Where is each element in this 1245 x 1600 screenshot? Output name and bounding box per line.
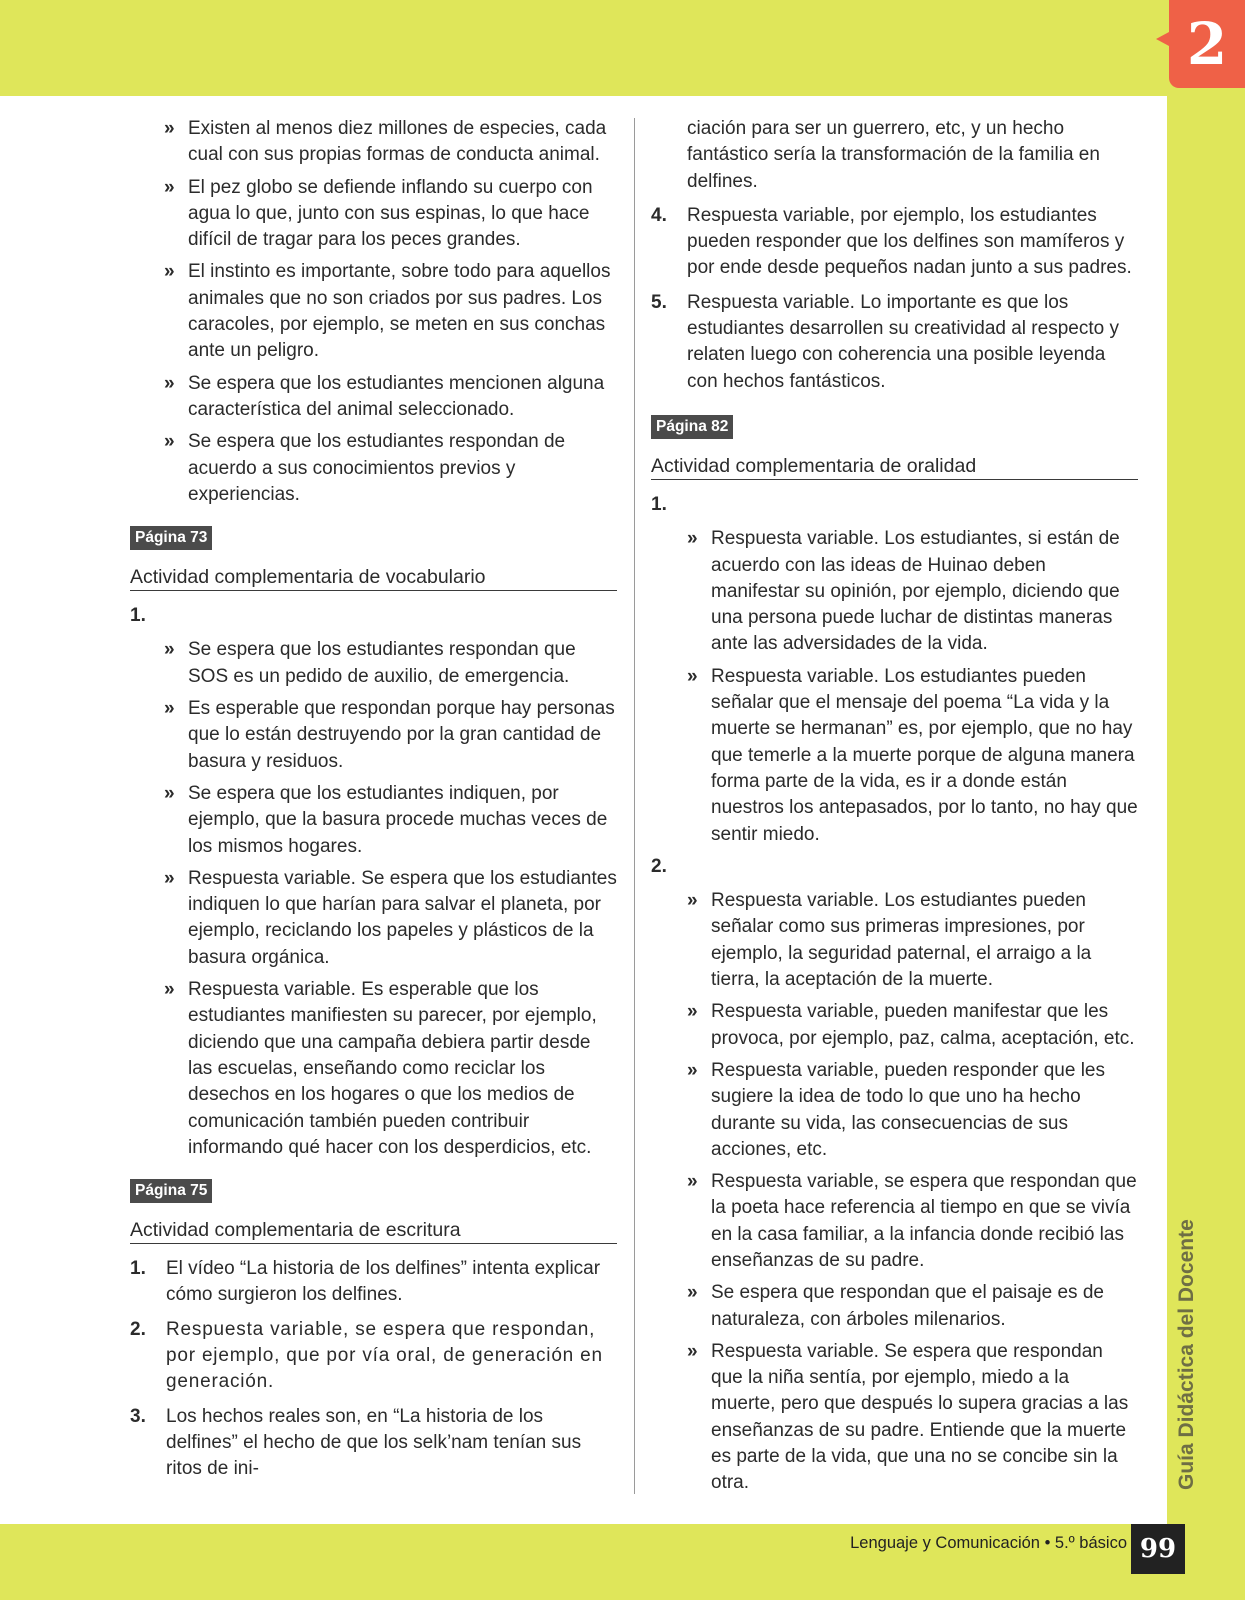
- list-item: » Se espera que los estudiantes respondan que SOS es un pedido de auxilio, de emergencia.: [164, 639, 576, 687]
- list-item: » Se espera que los estudiantes indiquen, por ejemplo, que la basura procede muchas veces de los mismos hogares.: [164, 782, 608, 857]
- item-number: 1.: [651, 493, 667, 515]
- list-item: » Respuesta variable, pueden manifestar que les provoca, por ejemplo, paz, calma, aceptación, etc.: [687, 1001, 1135, 1049]
- page-badge: Página 82: [651, 415, 733, 439]
- chapter-tab: [1169, 0, 1245, 88]
- list-item: » Respuesta variable. Los estudiantes pueden señalar como sus primeras impresiones, por ejemplo, la seguridad paternal, el arraigo a la tierra, la aceptación de la muerte.: [687, 890, 1092, 991]
- item-number: 1.: [130, 605, 146, 627]
- list-item: » Respuesta variable, pueden responder que les sugiere la idea de todo lo que uno ha hecho durante su vida, las consecuencias de sus acciones, etc.: [687, 1059, 1105, 1160]
- list-item: » Respuesta variable. Se espera que respondan que la niña sentía, por ejemplo, miedo a la muerte, pero que después lo supera gracias a las enseñanzas de su padre. Entiende que la muerte es parte de la vida, que una no se concibe sin la otra.: [687, 1340, 1129, 1494]
- continued-text: ciación para ser un guerrero, etc, y un hecho fantástico sería la transformación de la familia en delfines.: [687, 118, 1100, 192]
- list-item: » Es esperable que respondan porque hay personas que lo están destruyendo por la gran cantidad de basura y residuos.: [164, 698, 615, 772]
- page-number: 99: [1131, 1524, 1185, 1574]
- sidebar-title: Guía Didáctica del Docente: [1175, 1219, 1198, 1490]
- numbered-item: 1. El vídeo “La historia de los delfines” intenta explicar cómo surgieron los delfines.: [130, 1258, 601, 1306]
- numbered-item: 2. Respuesta variable, se espera que respondan, por ejemplo, que por vía oral, de generación en generación.: [130, 1318, 603, 1393]
- chapter-number: 2: [1186, 10, 1228, 78]
- page-badge: Página 75: [130, 1179, 212, 1203]
- list-item: » Respuesta variable. Se espera que los estudiantes indiquen lo que harían para salvar el planeta, por ejemplo, reciclando los papeles y plásticos de la basura orgánica.: [164, 867, 617, 968]
- list-item: » Respuesta variable. Es esperable que los estudiantes manifiesten su parecer, por ejemplo, diciendo que una campaña debiera partir desde las escuelas, enseñando como reciclar los desechos en los hogares o que los medios de comunicación también pueden contribuir informando qué hacer con los desperdicios, etc.: [164, 979, 597, 1158]
- header-band: [0, 0, 1245, 96]
- list-item: » El instinto es importante, sobre todo para aquellos animales que no son criados por sus padres. Los caracoles, por ejemplo, se meten en sus conchas ante un peligro.: [164, 261, 611, 362]
- left-column: [130, 116, 617, 1490]
- numbered-item: 4. Respuesta variable, por ejemplo, los estudiantes pueden responder que los delfines son mamíferos y por ende desde pequeños nadan junto a sus padres.: [651, 204, 1132, 279]
- section-title: Actividad complementaria de vocabulario: [130, 564, 617, 591]
- right-column: [651, 116, 1138, 1503]
- section-title: Actividad complementaria de escritura: [130, 1217, 617, 1244]
- list-item: » Respuesta variable, se espera que respondan que la poeta hace referencia al tiempo en que se vivía en la casa familiar, a la infancia donde recibió las enseñanzas de su padre.: [687, 1171, 1137, 1271]
- section-title: Actividad complementaria de oralidad: [651, 453, 1138, 480]
- numbered-item: 3. Los hechos reales son, en “La historia de los delfines” el hecho de que los selk’nam tenían sus ritos de ini-: [130, 1405, 582, 1480]
- list-item: » Respuesta variable. Los estudiantes pueden señalar que el mensaje del poema “La vida y la muerte se hermanan” es, por ejemplo, que no hay que temerle a la muerte porque de alguna manera forma parte de la vida, es ir a donde están nuestros los antepasados, por lo tanto, no hay que sentir miedo.: [687, 665, 1138, 845]
- footer-text: Lenguaje y Comunicación • 5.º básico: [850, 1534, 1127, 1552]
- list-item: » El pez globo se defiende inflando su cuerpo con agua lo que, junto con sus espinas, lo que hace difícil de tragar para los peces grandes.: [164, 176, 593, 251]
- list-item: » Se espera que los estudiantes respondan de acuerdo a sus conocimientos previos y experiencias.: [164, 431, 566, 505]
- item-number: 2.: [651, 855, 667, 877]
- page-badge: Página 73: [130, 526, 212, 550]
- column-divider: [634, 118, 635, 1494]
- list-item: » Respuesta variable. Los estudiantes, si están de acuerdo con las ideas de Huinao deben manifestar su opinión, por ejemplo, diciendo que una persona puede luchar de distintas maneras ante las adversidades de la vida.: [687, 528, 1120, 655]
- list-item: » Se espera que los estudiantes mencionen alguna característica del animal seleccionado.: [164, 372, 605, 420]
- list-item: » Existen al menos diez millones de especies, cada cual con sus propias formas de conducta animal.: [164, 118, 607, 166]
- list-item: » Se espera que respondan que el paisaje es de naturaleza, con árboles milenarios.: [687, 1282, 1104, 1330]
- numbered-item: 5. Respuesta variable. Lo importante es que los estudiantes desarrollen su creatividad al respecto y relaten luego con coherencia una posible leyenda con hechos fantásticos.: [651, 291, 1119, 392]
